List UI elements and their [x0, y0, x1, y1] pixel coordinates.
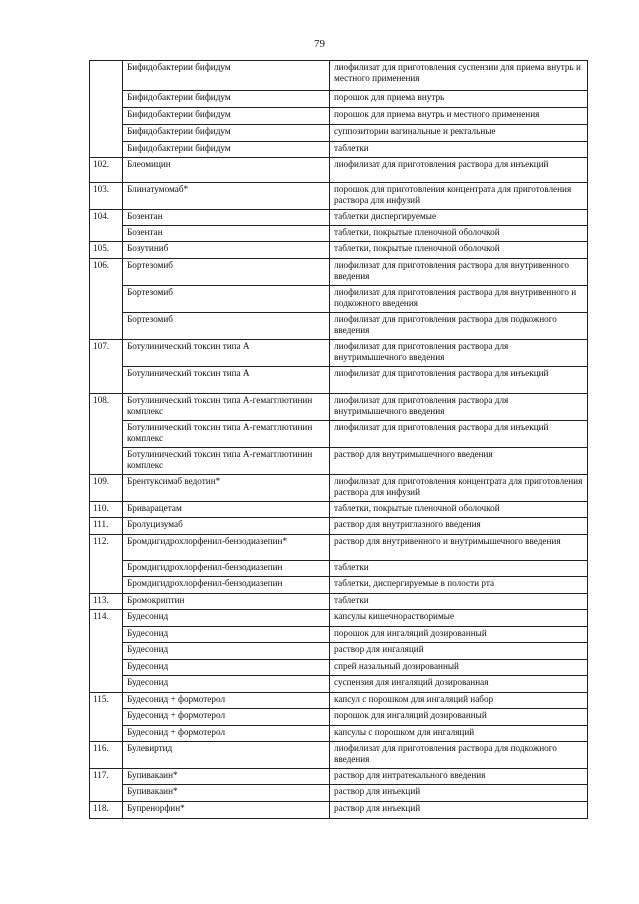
table-row [90, 242, 588, 259]
row-number-cell: 106. [90, 259, 123, 340]
row-number-cell: 108. [90, 394, 123, 475]
row-number-cell: 105. [90, 242, 123, 259]
dosage-form-cell: капсулы с порошком для ингаляций [330, 726, 588, 742]
row-number-cell: 111. [90, 518, 123, 535]
dosage-form-cell: лиофилизат для приготовления раствора для подкожного введения [330, 313, 588, 340]
table-row [90, 726, 588, 742]
dosage-form-cell: таблетки, покрытые пленочной оболочкой [330, 502, 588, 518]
drug-name-cell: Бозентан [123, 210, 330, 226]
table-row [90, 421, 588, 448]
dosage-form-cell: лиофилизат для приготовления раствора для внутримышечного введения [330, 340, 588, 367]
drug-name-cell: Бортезомиб [123, 313, 330, 340]
dosage-form-cell: таблетки [330, 142, 588, 158]
dosage-form-cell: таблетки, покрытые пленочной оболочкой [330, 242, 588, 259]
drug-name-cell: Будесонид [123, 610, 330, 627]
table-row [90, 518, 588, 535]
drug-name-cell: Будесонид + формотерол [123, 726, 330, 742]
table-row [90, 61, 588, 91]
dosage-form-cell: капсул с порошком для ингаляций набор [330, 693, 588, 709]
table-row [90, 340, 588, 367]
table-row [90, 561, 588, 577]
row-number-cell: 104. [90, 210, 123, 242]
dosage-form-cell: таблетки, покрытые пленочной оболочкой [330, 226, 588, 242]
dosage-form-cell: спрей назальный дозированный [330, 660, 588, 676]
table-row [90, 643, 588, 660]
table-row [90, 210, 588, 226]
drug-name-cell: Будесонид [123, 676, 330, 693]
dosage-form-cell: раствор для ингаляций [330, 643, 588, 660]
drug-name-cell: Ботулинический токсин типа А [123, 340, 330, 367]
drug-name-cell: Бозентан [123, 226, 330, 242]
drug-name-cell: Бупренорфин* [123, 802, 330, 819]
drug-name-cell: Бромокриптин [123, 594, 330, 610]
drug-name-cell: Бролуцизумаб [123, 518, 330, 535]
drug-name-cell: Будесонид [123, 643, 330, 660]
drug-name-cell: Будесонид + формотерол [123, 709, 330, 726]
dosage-form-cell: лиофилизат для приготовления раствора для внутривенного и подкожного введения [330, 286, 588, 313]
drug-table-body [90, 61, 588, 819]
drug-name-cell: Бромдигидрохлорфенил-бензодиазепин [123, 577, 330, 594]
dosage-form-cell: лиофилизат для приготовления суспензии для приема внутрь и местного применения [330, 61, 588, 91]
dosage-form-cell: порошок для приема внутрь [330, 91, 588, 108]
dosage-form-cell: лиофилизат для приготовления раствора для подкожного введения [330, 742, 588, 769]
table-row [90, 475, 588, 502]
dosage-form-cell: раствор для интратекального введения [330, 769, 588, 785]
dosage-form-cell: суппозитории вагинальные и ректальные [330, 125, 588, 142]
drug-name-cell: Бортезомиб [123, 286, 330, 313]
dosage-form-cell: лиофилизат для приготовления концентрата для приготовления раствора для инфузий [330, 475, 588, 502]
dosage-form-cell: капсулы кишечнорастворимые [330, 610, 588, 627]
row-number-cell: 103. [90, 183, 123, 210]
dosage-form-cell: лиофилизат для приготовления раствора для инъекций [330, 158, 588, 183]
drug-table [89, 60, 588, 819]
drug-name-cell: Бупивакаин* [123, 785, 330, 802]
row-number-cell [90, 61, 123, 158]
dosage-form-cell: раствор для внутримышечного введения [330, 448, 588, 475]
dosage-form-cell: порошок для ингаляций дозированный [330, 709, 588, 726]
table-row [90, 802, 588, 819]
drug-name-cell: Ботулинический токсин типа А-гемагглютинин комплекс [123, 421, 330, 448]
table-row [90, 660, 588, 676]
table-row [90, 594, 588, 610]
drug-name-cell: Бриварацетам [123, 502, 330, 518]
table-row [90, 535, 588, 561]
table-row [90, 108, 588, 125]
dosage-form-cell: лиофилизат для приготовления раствора для инъекций [330, 421, 588, 448]
drug-name-cell: Бромдигидрохлорфенил-бензодиазепин* [123, 535, 330, 561]
page-number: 79 [314, 38, 325, 50]
dosage-form-cell: раствор для инъекций [330, 785, 588, 802]
table-row [90, 183, 588, 210]
drug-name-cell: Бромдигидрохлорфенил-бензодиазепин [123, 561, 330, 577]
row-number-cell: 112. [90, 535, 123, 594]
row-number-cell: 114. [90, 610, 123, 693]
drug-name-cell: Ботулинический токсин типа А [123, 367, 330, 394]
drug-name-cell: Бифидобактерии бифидум [123, 125, 330, 142]
drug-name-cell: Будесонид [123, 660, 330, 676]
row-number-cell: 109. [90, 475, 123, 502]
table-row [90, 502, 588, 518]
table-row [90, 313, 588, 340]
table-row [90, 676, 588, 693]
row-number-cell: 113. [90, 594, 123, 610]
drug-name-cell: Ботулинический токсин типа А-гемагглютинин комплекс [123, 394, 330, 421]
row-number-cell: 116. [90, 742, 123, 769]
drug-name-cell: Бифидобактерии бифидум [123, 142, 330, 158]
table-row [90, 91, 588, 108]
table-row [90, 785, 588, 802]
table-row [90, 286, 588, 313]
table-row [90, 709, 588, 726]
row-number-cell: 117. [90, 769, 123, 802]
drug-name-cell: Бозутиниб [123, 242, 330, 259]
table-row [90, 142, 588, 158]
dosage-form-cell: таблетки [330, 594, 588, 610]
dosage-form-cell: лиофилизат для приготовления раствора для внутривенного введения [330, 259, 588, 286]
drug-name-cell: Булевиртид [123, 742, 330, 769]
table-row [90, 448, 588, 475]
drug-name-cell: Бифидобактерии бифидум [123, 108, 330, 125]
drug-name-cell: Будесонид [123, 627, 330, 643]
dosage-form-cell: таблетки, диспергируемые в полости рта [330, 577, 588, 594]
drug-name-cell: Ботулинический токсин типа А-гемагглютинин комплекс [123, 448, 330, 475]
dosage-form-cell: таблетки диспергируемые [330, 210, 588, 226]
table-row [90, 394, 588, 421]
dosage-form-cell: таблетки [330, 561, 588, 577]
dosage-form-cell: лиофилизат для приготовления раствора для внутримышечного введения [330, 394, 588, 421]
row-number-cell: 118. [90, 802, 123, 819]
drug-name-cell: Бифидобактерии бифидум [123, 61, 330, 91]
dosage-form-cell: раствор для внутривенного и внутримышечного введения [330, 535, 588, 561]
table-row [90, 769, 588, 785]
drug-name-cell: Бифидобактерии бифидум [123, 91, 330, 108]
table-row [90, 226, 588, 242]
drug-name-cell: Будесонид + формотерол [123, 693, 330, 709]
drug-name-cell: Блеомицин [123, 158, 330, 183]
table-row [90, 158, 588, 183]
row-number-cell: 102. [90, 158, 123, 183]
table-row [90, 742, 588, 769]
dosage-form-cell: порошок для приема внутрь и местного применения [330, 108, 588, 125]
drug-name-cell: Бортезомиб [123, 259, 330, 286]
dosage-form-cell: раствор для внутриглазного введения [330, 518, 588, 535]
table-row [90, 610, 588, 627]
table-row [90, 627, 588, 643]
table-row [90, 125, 588, 142]
row-number-cell: 110. [90, 502, 123, 518]
table-row [90, 693, 588, 709]
drug-name-cell: Бупивакаин* [123, 769, 330, 785]
dosage-form-cell: суспензия для ингаляций дозированная [330, 676, 588, 693]
table-row [90, 367, 588, 394]
table-row [90, 259, 588, 286]
dosage-form-cell: раствор для инъекций [330, 802, 588, 819]
drug-name-cell: Блинатумомаб* [123, 183, 330, 210]
dosage-form-cell: лиофилизат для приготовления раствора для инъекций [330, 367, 588, 394]
table-row [90, 577, 588, 594]
drug-name-cell: Брентуксимаб ведотин* [123, 475, 330, 502]
dosage-form-cell: порошок для ингаляций дозированный [330, 627, 588, 643]
row-number-cell: 107. [90, 340, 123, 394]
dosage-form-cell: порошок для приготовления концентрата для приготовления раствора для инфузий [330, 183, 588, 210]
row-number-cell: 115. [90, 693, 123, 742]
